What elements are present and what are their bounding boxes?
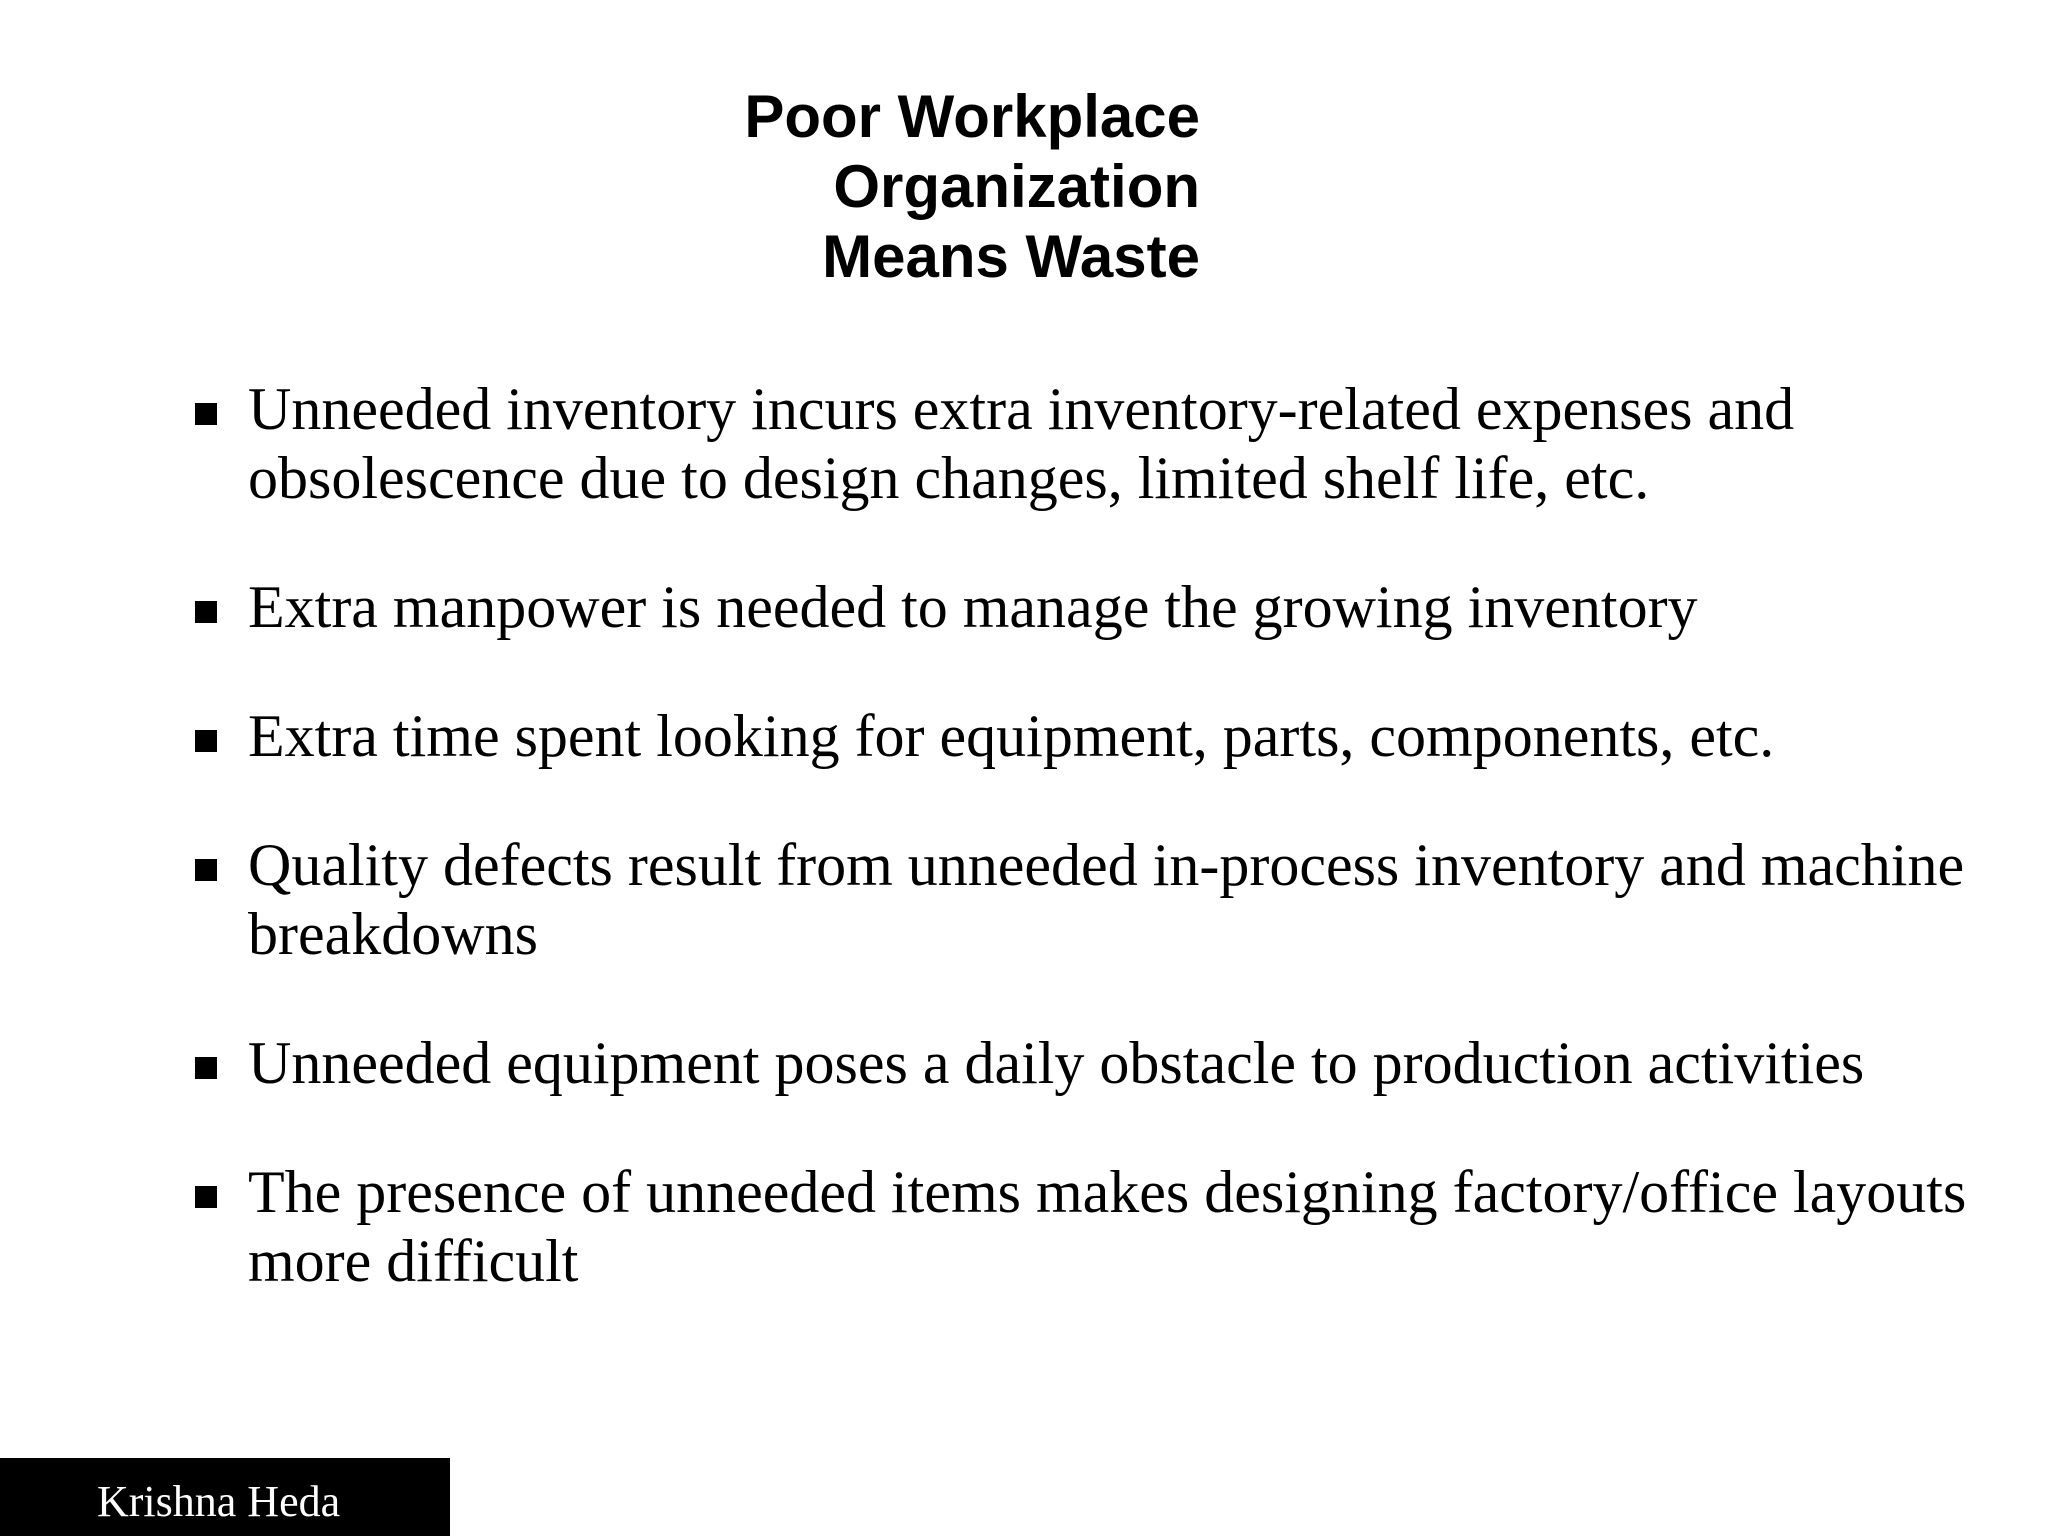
bullet-text: Unneeded inventory incurs extra inventory-related expenses and obsolescence due to design changes, limited shelf life, etc.	[248, 376, 1795, 511]
bullet-item	[190, 1029, 2000, 1098]
bullet-text: Quality defects result from unneeded in-process inventory and machine breakdowns	[248, 832, 1965, 967]
bullet-item	[190, 375, 2000, 513]
square-bullet-icon	[195, 859, 217, 881]
bullet-text: The presence of unneeded items makes designing factory/office layouts more difficult	[248, 1159, 1967, 1294]
square-bullet-icon	[195, 601, 217, 623]
bullet-text: Extra time spent looking for equipment, parts, components, etc.	[248, 703, 1775, 769]
square-bullet-icon	[195, 1186, 217, 1208]
bullet-item	[190, 1158, 2000, 1296]
footer-bar	[0, 1458, 450, 1536]
bullet-text: Unneeded equipment poses a daily obstacle to production activities	[248, 1030, 1865, 1096]
title-line: Means Waste	[822, 223, 1200, 290]
footer-author: Krishna Heda	[97, 1477, 341, 1526]
bullet-item	[190, 831, 2000, 969]
title-line: Organization	[833, 153, 1200, 220]
square-bullet-icon	[195, 403, 217, 425]
bullet-text: Extra manpower is needed to manage the growing inventory	[248, 574, 1698, 640]
bullet-item	[190, 702, 2000, 771]
title-line: Poor Workplace	[744, 83, 1200, 150]
slide-title	[600, 82, 1200, 292]
bullet-list	[190, 375, 2000, 1356]
bullet-item	[190, 573, 2000, 642]
square-bullet-icon	[195, 1057, 217, 1079]
square-bullet-icon	[195, 730, 217, 752]
